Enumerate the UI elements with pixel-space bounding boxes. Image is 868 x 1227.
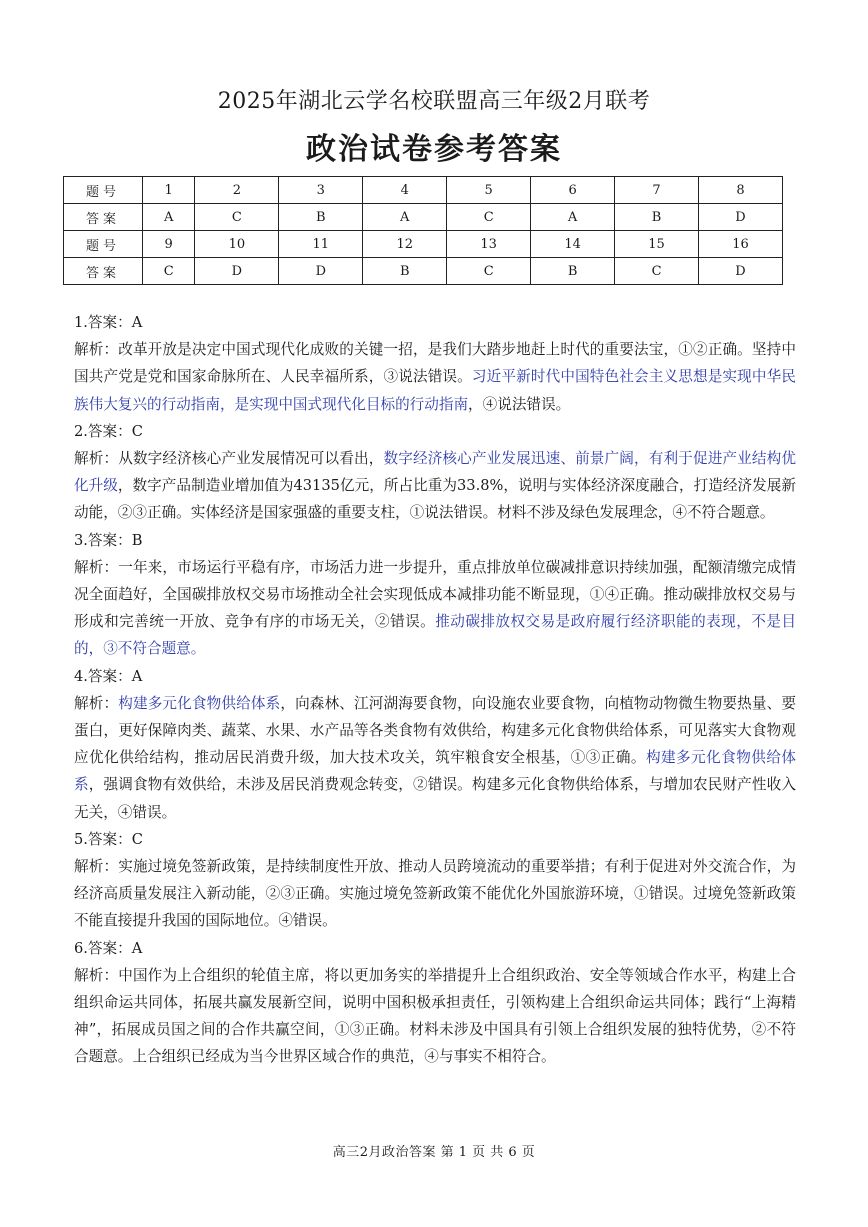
explanation-paragraph bbox=[74, 962, 796, 1071]
answer-table-cell: 6 bbox=[531, 177, 615, 204]
explanation-paragraph bbox=[74, 554, 796, 663]
answer-table-cell: 5 bbox=[447, 177, 531, 204]
answer-table-row bbox=[64, 177, 783, 204]
answer-line: 5.答案：C bbox=[74, 830, 143, 848]
answer-table-cell: 3 bbox=[279, 177, 363, 204]
explanation-text: 解析：中国作为上合组织的轮值主席，将以更加务实的举措提升上合组织政治、安全等领域合作水平，构建上合组织命运共同体，拓展共赢发展新空间，说明中国积极承担责任，引领构建上合组织命运共同体；践行“上海精神”，拓展成员国之间的合作共赢空间，①③正确。材料未涉及中国具有引领上合组织发展的独特优势，②不符合题意。上合组织已经成为当今世界区域合作的典范，④与事实不相符合。 bbox=[74, 966, 796, 1066]
answer-table-cell: B bbox=[615, 204, 699, 231]
answer-table-cell: D bbox=[279, 258, 363, 285]
row-header-cell: 题号 bbox=[64, 177, 143, 204]
answer-table-cell: C bbox=[447, 204, 531, 231]
answer-line: 2.答案：C bbox=[74, 422, 143, 440]
answer-table-cell: 9 bbox=[143, 231, 195, 258]
answer-table-cell: 12 bbox=[363, 231, 447, 258]
answer-explanations bbox=[74, 309, 796, 1071]
answer-table-cell: C bbox=[615, 258, 699, 285]
answer-line: 6.答案：A bbox=[74, 939, 143, 957]
answer-table-cell: 13 bbox=[447, 231, 531, 258]
page-footer: 高三2月政治答案 第 1 页 共 6 页 bbox=[332, 1145, 536, 1160]
row-header-cell: 题号 bbox=[64, 231, 143, 258]
explanation-text: ，向森林、江河湖海要食物，向设施农业要食物，向植物动物微生物要热量、要蛋白，更好保障肉类、蔬菜、水果、水产品等各类食物有效供给，构建多元化食物供给体系，可见落实大食物观应优化供给结构，推动居民消费升级，加大技术攻关，筑牢粮食安全根基，①③正确。 bbox=[74, 694, 796, 767]
answer-table-cell: A bbox=[363, 204, 447, 231]
explanation-text: ，强调食物有效供给，未涉及居民消费观念转变，②错误。构建多元化食物供给体系，与增加农民财产性收入无关，④错误。 bbox=[74, 776, 796, 821]
explanation-text: 解析：实施过境免签新政策，是持续制度性开放、推动人员跨境流动的重要举措；有利于促进对外交流合作，为经济高质量发展注入新动能，②③正确。实施过境免签新政策不能优化外国旅游环境，①错误。过境免签新政策不能直接提升我国的国际地位。④错误。 bbox=[74, 858, 796, 930]
answer-table-cell: 14 bbox=[531, 231, 615, 258]
answer-table-cell: 15 bbox=[615, 231, 699, 258]
answer-table-cell: C bbox=[143, 258, 195, 285]
answer-table-row bbox=[64, 204, 783, 231]
answer-table-cell: 2 bbox=[195, 177, 279, 204]
explanation-text: 解析：从数字经济核心产业发展情况可以看出， bbox=[74, 450, 384, 468]
explanation-text: 解析：一年来，市场运行平稳有序，市场活力进一步提升，重点排放单位碳减排意识持续加强，配额清缴完成情况全面趋好，全国碳排放权交易市场推动全社会实现低成本减排功能不断显现，①④正确。推动碳排放权交易与形成和完善统一开放、竞争有序的市场无关，②错误。 bbox=[74, 558, 796, 631]
explanation-paragraph bbox=[74, 336, 796, 418]
answer-table-cell: 11 bbox=[279, 231, 363, 258]
answer-table-cell: D bbox=[699, 204, 783, 231]
paper-title: 政治试卷参考答案 bbox=[306, 132, 562, 167]
answer-table-cell: 7 bbox=[615, 177, 699, 204]
highlighted-text: 习近平新时代中国特色社会主义思想是实现中华民族伟大复兴的行动指南，是实现中国式现代化目标的行动指南 bbox=[74, 368, 796, 413]
answer-table-cell: C bbox=[195, 204, 279, 231]
answer-table-cell: 1 bbox=[143, 177, 195, 204]
answer-table-cell: 16 bbox=[699, 231, 783, 258]
answer-key-table bbox=[63, 176, 783, 285]
highlighted-text: 构建多元化食物供给体系 bbox=[118, 694, 281, 712]
explanation-paragraph bbox=[74, 853, 796, 935]
explanation-paragraph bbox=[74, 690, 796, 826]
answer-table-cell: 4 bbox=[363, 177, 447, 204]
highlighted-text: 推动碳排放权交易是政府履行经济职能的表现，不是目的，③不符合题意。 bbox=[74, 613, 796, 658]
explanation-paragraph bbox=[74, 445, 796, 527]
explanation-text: ，④说法错误。 bbox=[468, 395, 571, 413]
answer-table-cell: B bbox=[279, 204, 363, 231]
answer-line: 1.答案：A bbox=[74, 314, 143, 331]
answer-table-cell: B bbox=[531, 258, 615, 285]
explanation-text: 解析： bbox=[74, 694, 119, 712]
highlighted-text: 数字经济核心产业发展迅速、前景广阔，有利于促进产业结构优化升级 bbox=[74, 450, 796, 495]
answer-table-cell: 8 bbox=[699, 177, 783, 204]
row-header-cell: 答案 bbox=[64, 258, 143, 285]
answer-table-row bbox=[64, 231, 783, 258]
explanation-text: ，数字产品制造业增加值为43135亿元，所占比重为33.8%，说明与实体经济深度融合，打造经济发展新动能，②③正确。实体经济是国家强盛的重要支柱，①说法错误。材料不涉及绿色发展理念，④不符合题意。 bbox=[74, 477, 796, 522]
answer-table-cell: A bbox=[143, 204, 195, 231]
answer-table-cell: C bbox=[447, 258, 531, 285]
answer-table-cell: B bbox=[363, 258, 447, 285]
answer-table-cell: D bbox=[195, 258, 279, 285]
answer-table-cell: D bbox=[699, 258, 783, 285]
answer-line: 3.答案：B bbox=[74, 531, 143, 549]
explanation-text: 解析：改革开放是决定中国式现代化成败的关键一招，是我们大踏步地赶上时代的重要法宝，①②正确。坚持中国共产党是党和国家命脉所在、人民幸福所系，③说法错误。 bbox=[74, 341, 796, 386]
row-header-cell: 答案 bbox=[64, 204, 143, 231]
answer-table-cell: 10 bbox=[195, 231, 279, 258]
answer-line: 4.答案：A bbox=[74, 667, 143, 685]
exam-title: 2025年湖北云学名校联盟高三年级2月联考 bbox=[217, 89, 651, 114]
highlighted-text: 构建多元化食物供给体系 bbox=[74, 749, 796, 794]
answer-table-row bbox=[64, 258, 783, 285]
answer-table-cell: A bbox=[531, 204, 615, 231]
